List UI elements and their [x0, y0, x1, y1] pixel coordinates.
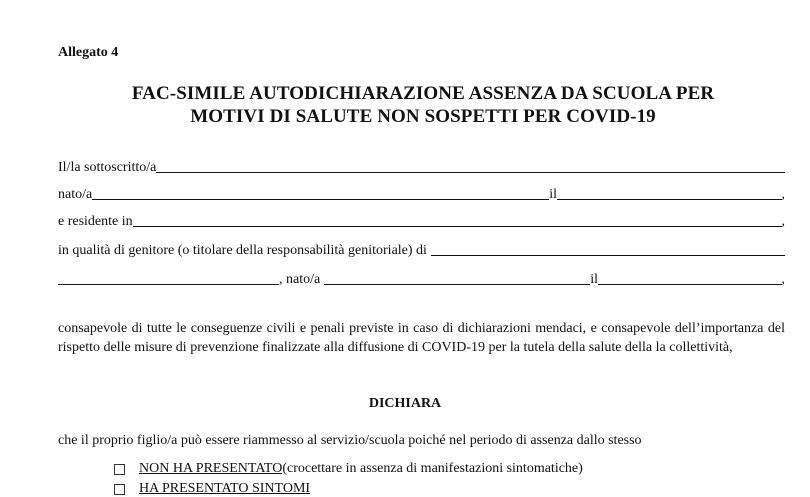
child-born-label: , nato/a	[279, 272, 321, 287]
birthplace-field[interactable]	[92, 187, 549, 200]
awareness-paragraph: consapevole di tutte le conseguenze civili e penali previste in caso di dichiarazioni mendaci, e consapevole dell’importanza del rispetto delle misure di prevenzione finalizzate alla diffusione di COVID-19 per la tutela della salute della la collettività,	[58, 321, 785, 355]
checkbox-no-symptoms[interactable]	[114, 464, 125, 475]
document-title	[60, 82, 786, 128]
child-name-field[interactable]	[431, 243, 785, 256]
option-no-symptoms-label: NON HA PRESENTATO	[139, 461, 283, 476]
declares-heading: DICHIARA	[368, 396, 442, 411]
undersigned-row	[58, 160, 785, 176]
birth-row	[58, 187, 785, 203]
birthdate-field[interactable]	[557, 187, 782, 200]
child-row-comma: ,	[781, 272, 785, 287]
child-born-on-label: il	[590, 272, 598, 287]
born-label: nato/a	[58, 187, 93, 202]
parent-row	[58, 243, 785, 259]
option-no-symptoms[interactable]	[114, 461, 583, 477]
child-birth-row	[58, 272, 785, 288]
resident-label: e residente in	[58, 214, 133, 229]
residence-field[interactable]	[133, 214, 782, 227]
declaration-statement: che il proprio figlio/a può essere riammesso al servizio/scuola poiché nel periodo di assenza dallo stesso	[58, 433, 642, 448]
option-symptoms[interactable]	[114, 481, 310, 497]
option-symptoms-label: HA PRESENTATO SINTOMI	[139, 481, 311, 496]
residence-row-comma: ,	[781, 214, 785, 229]
residence-row	[58, 214, 785, 230]
undersigned-name-field[interactable]	[156, 160, 785, 173]
birth-row-comma: ,	[781, 187, 785, 202]
child-birthdate-field[interactable]	[598, 272, 782, 285]
child-surname-field[interactable]	[58, 272, 279, 285]
title-line-2: MOTIVI DI SALUTE NON SOSPETTI PER COVID-19	[190, 106, 656, 127]
annex-label: Allegato 4	[58, 45, 119, 60]
child-birthplace-field[interactable]	[324, 272, 590, 285]
born-on-label: il	[549, 187, 557, 202]
parent-label: in qualità di genitore (o titolare della responsabilità genitoriale) di	[58, 243, 427, 258]
undersigned-label: Il/la sottoscritto/a	[58, 160, 157, 175]
title-line-1: FAC-SIMILE AUTODICHIARAZIONE ASSENZA DA SCUOLA PER	[131, 83, 715, 104]
option-no-symptoms-note: (crocettare in assenza di manifestazioni sintomatiche)	[282, 461, 583, 476]
checkbox-symptoms[interactable]	[114, 484, 125, 495]
